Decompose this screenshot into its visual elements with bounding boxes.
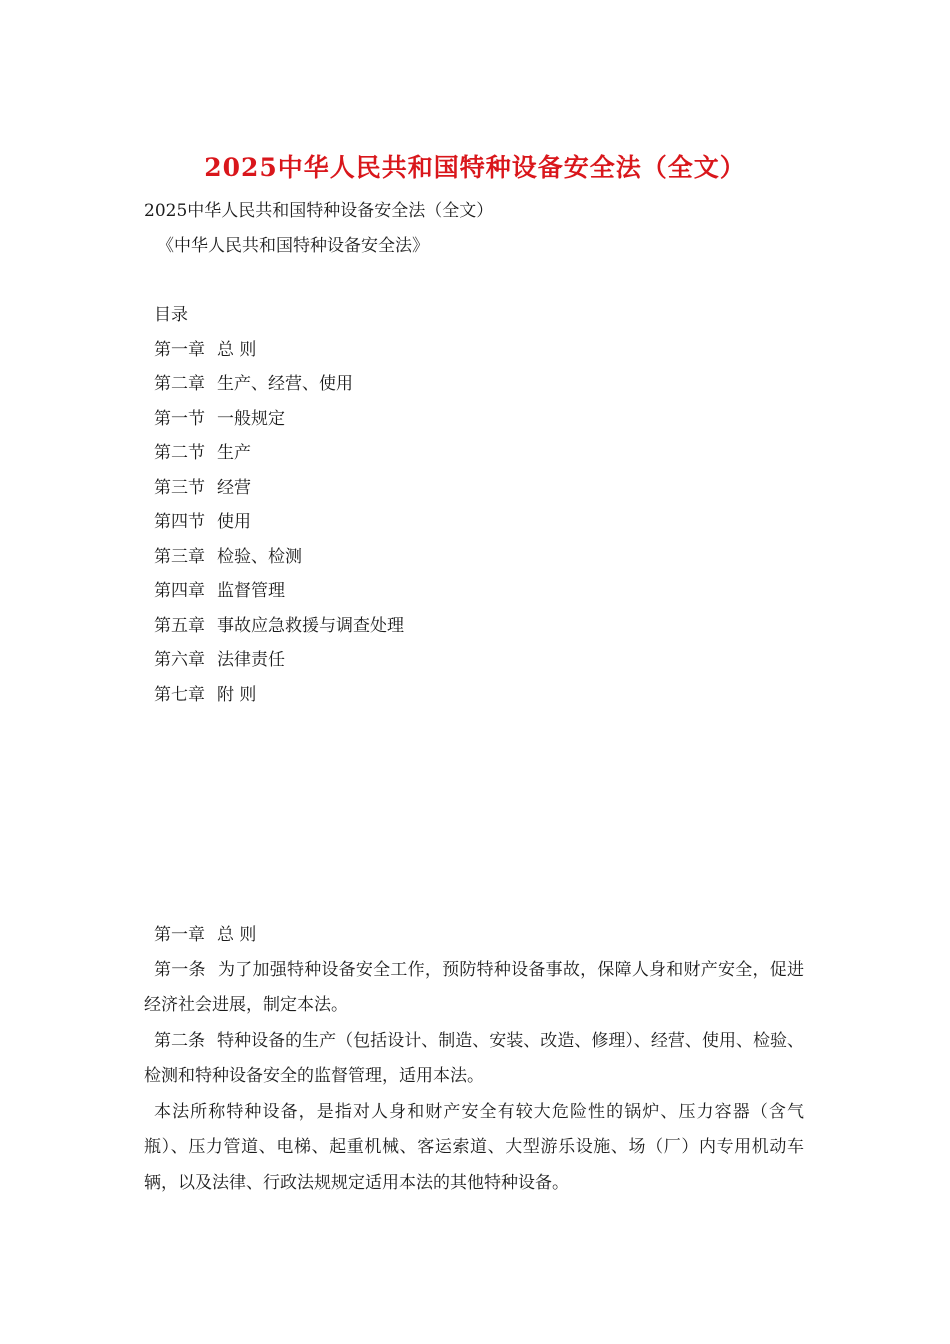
toc-item: [154, 609, 404, 644]
toc-item: [154, 471, 404, 506]
toc-item-number: 第二章: [154, 374, 205, 394]
article-text: 特种设备的生产（包括设计、制造、安装、改造、修理）、经营、使用、检验、检测和特种设备安全的监督管理，适用本法。: [144, 1030, 805, 1086]
table-of-contents: [154, 298, 404, 712]
toc-item: [154, 505, 404, 540]
law-name: 《中华人民共和国特种设备安全法》: [157, 236, 429, 256]
toc-item: [154, 678, 404, 713]
chapter-title: 总 则: [217, 925, 257, 945]
article-paragraph: [144, 953, 804, 1024]
toc-item-number: 第五章: [154, 615, 205, 636]
toc-item-label: 使用: [217, 512, 251, 532]
toc-item: [154, 436, 404, 471]
toc-item-label: 事故应急救援与调查处理: [217, 615, 404, 636]
toc-item: [154, 574, 404, 609]
toc-item: [154, 540, 404, 575]
toc-item-label: 经营: [217, 477, 251, 498]
toc-item-number: 第四章: [154, 581, 205, 601]
toc-item-number: 第三章: [154, 546, 205, 567]
document-title: 2025中华人民共和国特种设备安全法（全文）: [204, 153, 746, 182]
toc-item-label: 生产、经营、使用: [217, 374, 353, 394]
toc-item-label: 一般规定: [217, 408, 285, 429]
toc-item-number: 第三节: [154, 477, 205, 498]
toc-heading: 目录: [154, 305, 188, 325]
chapter-one-body: [144, 918, 804, 1201]
toc-item-number: 第四节: [154, 512, 205, 532]
toc-item-label: 监督管理: [217, 581, 285, 601]
chapter-heading: [144, 918, 804, 953]
body-paragraph: 本法所称特种设备，是指对人身和财产安全有较大危险性的锅炉、压力容器（含气瓶）、压力管道、电梯、起重机械、客运索道、大型游乐设施、场（厂）内专用机动车辆，以及法律、行政法规规定适用本法的其他特种设备。: [144, 1101, 804, 1193]
article-number: 第二条: [154, 1030, 206, 1051]
article-paragraph: [144, 1024, 804, 1095]
toc-item-label: 检验、检测: [217, 546, 302, 567]
toc-item-number: 第七章: [154, 684, 205, 705]
article-text: 为了加强特种设备安全工作，预防特种设备事故，保障人身和财产安全，促进经济社会进展，制定本法。: [144, 959, 805, 1015]
toc-item-label: 生产: [217, 443, 251, 463]
document-subtitle: 2025中华人民共和国特种设备安全法（全文）: [144, 201, 494, 221]
toc-item: [154, 643, 404, 678]
toc-item-number: 第一章: [154, 339, 205, 360]
article-number: 第一条: [154, 959, 206, 980]
toc-item-label: 法律责任: [217, 650, 285, 670]
toc-item-number: 第二节: [154, 443, 205, 463]
toc-item-label: 附 则: [217, 684, 257, 705]
toc-item-number: 第六章: [154, 650, 205, 670]
toc-item-number: 第一节: [154, 408, 205, 429]
toc-item: [154, 333, 404, 368]
chapter-number: 第一章: [154, 925, 205, 945]
toc-item: [154, 402, 404, 437]
toc-item: [154, 367, 404, 402]
toc-item-label: 总 则: [217, 339, 257, 360]
